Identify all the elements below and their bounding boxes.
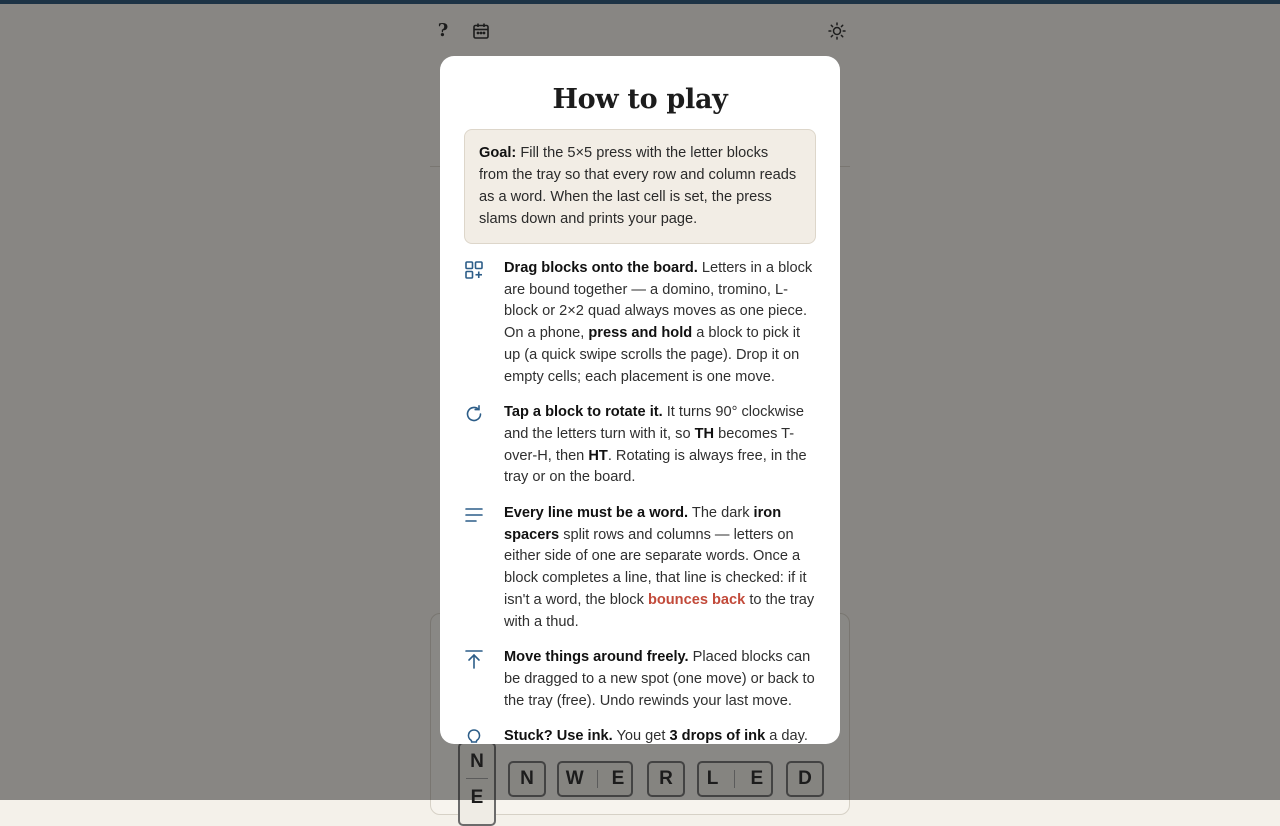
rule-item	[464, 726, 816, 744]
bold-text: TH	[694, 425, 715, 442]
bold-text: HT	[588, 447, 608, 464]
body-text: You get	[612, 728, 670, 744]
bold-text: Drag blocks onto the board.	[504, 260, 698, 276]
body-text: Placed blocks can be dragged to a new spot (one move) or back to the tray (free). Undo rewinds your last move.	[504, 649, 815, 709]
lines-icon	[464, 505, 484, 525]
rule-text	[504, 503, 816, 633]
rule-item	[464, 647, 816, 712]
rule-text	[504, 647, 816, 712]
blocks-add-icon	[464, 260, 484, 280]
goal-box	[464, 129, 816, 244]
rule-text	[504, 726, 816, 744]
body-text: . Rotating is always free, in the tray or on the board.	[504, 447, 807, 486]
body-text: a block to pick it up (a quick swipe scrolls the page). Drop it on empty cells; each placement is one move.	[504, 325, 801, 385]
emphasis-text: bounces back	[647, 591, 746, 608]
how-to-play-modal	[440, 56, 840, 744]
goal-label: Goal:	[479, 145, 517, 161]
rule-text	[504, 258, 816, 388]
body-text: The dark	[688, 505, 754, 522]
lightbulb-icon	[464, 728, 484, 744]
bold-text: press and hold	[588, 325, 693, 342]
body-text: split rows and columns — letters on either side of one are separate words. Once a block completes a line, that line is checked: if it isn't a word, the block	[504, 526, 807, 608]
bold-text: Tap a block to rotate it.	[504, 404, 663, 421]
rule-item	[464, 258, 816, 388]
body-text: It turns 90° clockwise and the letters turn with it, so	[504, 404, 804, 442]
bold-text: 3 drops of ink	[669, 728, 766, 744]
body-text: a day.	[765, 728, 808, 744]
bold-text: iron spacers	[504, 505, 782, 543]
rule-item	[464, 503, 816, 633]
bold-text: Stuck? Use ink.	[504, 728, 613, 744]
rule-item	[464, 402, 816, 489]
body-text: becomes T-over-H, then	[504, 425, 795, 464]
bold-text: Move things around freely.	[504, 649, 689, 666]
arrow-up-to-line-icon	[464, 649, 484, 669]
rule-text	[504, 402, 816, 489]
body-text: Letters in a block are bound together — a domino, tromino, L-block or 2×2 quad always moves as one piece. On a phone,	[504, 260, 813, 342]
goal-text: Fill the 5×5 press with the letter blocks from the tray so that every row and column reads as a word. When the last cell is set, the press slams down and prints your page.	[479, 145, 797, 227]
bold-text: Every line must be a word.	[504, 505, 689, 522]
body-text: to the tray with a thud.	[504, 591, 815, 630]
rotate-icon	[464, 404, 484, 424]
modal-title: How to play	[552, 84, 728, 115]
